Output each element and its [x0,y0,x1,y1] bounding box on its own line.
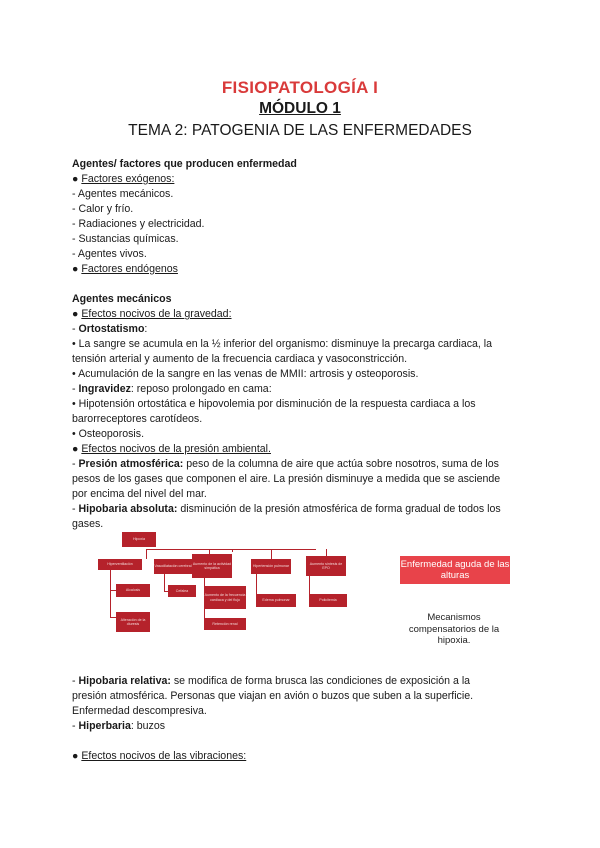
ingrav-heading: - Ingravidez: reposo prolongado en cama: [72,383,272,395]
paragraph-line: • Hipotensión ortostática e hipovolemia por disminución de la respuesta cardiaca a los [72,398,476,410]
node-hiperventilacion: Hiperventilación [98,559,142,570]
paragraph-line: • Osteoporosis. [72,428,145,440]
node-alcalosis: Alcalosis [116,584,150,597]
list-item: - Calor y frío. [72,203,134,215]
gravity-label: Efectos nocivos de la gravedad: [81,308,232,320]
hipo-rel-text: se modifica de forma brusca las condiciones de exposición a la [170,675,471,687]
node-policitemia: Policitemia [309,594,347,607]
list-item: - Agentes vivos. [72,248,147,260]
node-epo: Aumento síntesis de EPO [306,556,346,576]
atm-text: peso de la columna de aire que actúa sobre nosotros, suma de los [183,458,499,470]
diagram-caption: Mecanismos compensatorios de la hipoxia. [408,612,500,646]
vibration-label: Efectos nocivos de las vibraciones: [81,750,247,762]
node-diuresis: Alteración de la diuresis [116,612,150,632]
vibration-effects: ● Efectos nocivos de las vibraciones: [72,750,247,762]
hipo-abs-line: - Hipobaria absoluta: disminución de la presión atmosférica de forma gradual de todos los [72,503,501,515]
node-vasodilatacion: Vasodilatación cerebral [154,559,192,574]
course-title: FISIOPATOLOGÍA I [221,78,379,97]
list-item: - Radiaciones y electricidad. [72,218,205,230]
section-agents [72,157,532,532]
paragraph-line: pesos de los gases que componen el aire. La presión disminuye a medida que se asciende [72,473,501,485]
hypoxia-diagram [96,530,358,640]
section-heading: Agentes/ factores que producen enfermedad [72,158,297,170]
hiper-label: Hiperbaria [78,720,131,732]
endogenous-factors: ● Factores endógenos [72,263,178,275]
paragraph-line: tensión arterial y aumento de la frecuencia cardiaca y vasoconstricción. [72,353,408,365]
altitude-sickness-callout: Enfermedad aguda de las alturas [400,556,510,584]
hipo-rel-label: Hipobaria relativa: [78,675,171,687]
ingrav-text: : reposo prolongado en cama: [130,383,272,395]
paragraph-line: presión atmosférica. Personas que viajan en avión o buzos que suben a la superficie. [72,690,474,702]
hipo-rel-line: - Hipobaria relativa: se modifica de forma brusca las condiciones de exposición a la [72,675,471,687]
ingrav-label: Ingravidez [78,383,131,395]
hipo-abs-label: Hipobaria absoluta: [78,503,178,515]
paragraph-line: barorreceptores carotídeos. [72,413,203,425]
paragraph-line: gases. [72,518,104,530]
node-simpatica: Aumento de la actividad simpática [192,554,232,578]
exogenous-factors: ● Factores exógenos: [72,173,175,185]
endogenous-label: Factores endógenos [81,263,178,275]
paragraph-line: Enfermedad descompresiva. [72,705,207,717]
node-frecuencia: Aumento de la frecuencia cardiaca y del flujo [204,586,246,609]
node-hipertension: Hipertensión pulmonar [251,559,291,574]
section-hipobaria [72,674,532,764]
pressure-effects: ● Efectos nocivos de la presión ambiental. [72,443,271,455]
list-item: - Sustancias químicas. [72,233,179,245]
section-heading: Agentes mecánicos [72,293,172,305]
list-item: - Agentes mecánicos. [72,188,174,200]
node-cefalea: Cefalea [168,585,196,597]
paragraph-line: • La sangre se acumula en la ½ inferior del organismo: disminuye la precarga cardiaca, la [72,338,493,350]
exogenous-label: Factores exógenos: [81,173,175,185]
atm-label: Presión atmosférica: [78,458,184,470]
ortho-label: Ortostatismo [78,323,145,335]
module-title: MÓDULO 1 [259,100,341,117]
paragraph-line: por encima del nivel del mar. [72,488,207,500]
ortho-heading: - Ortostatismo: [72,323,148,335]
node-retencion: Retención renal [204,618,246,630]
hiper-line: - Hiperbaria: buzos [72,720,166,732]
gravity-effects: ● Efectos nocivos de la gravedad: [72,308,232,320]
pressure-label: Efectos nocivos de la presión ambiental. [81,443,271,455]
atm-line: - Presión atmosférica: peso de la columna de aire que actúa sobre nosotros, suma de los [72,458,499,470]
paragraph-line: • Acumulación de la sangre en las venas de MMII: artrosis y osteoporosis. [72,368,419,380]
topic-title: TEMA 2: PATOGENIA DE LAS ENFERMEDADES [128,122,472,139]
node-hipoxia: Hipoxia [122,532,156,547]
hiper-text: : buzos [130,720,166,732]
node-edema: Edema pulmonar [256,594,296,607]
hipo-abs-text: disminución de la presión atmosférica de forma gradual de todos los [177,503,501,515]
